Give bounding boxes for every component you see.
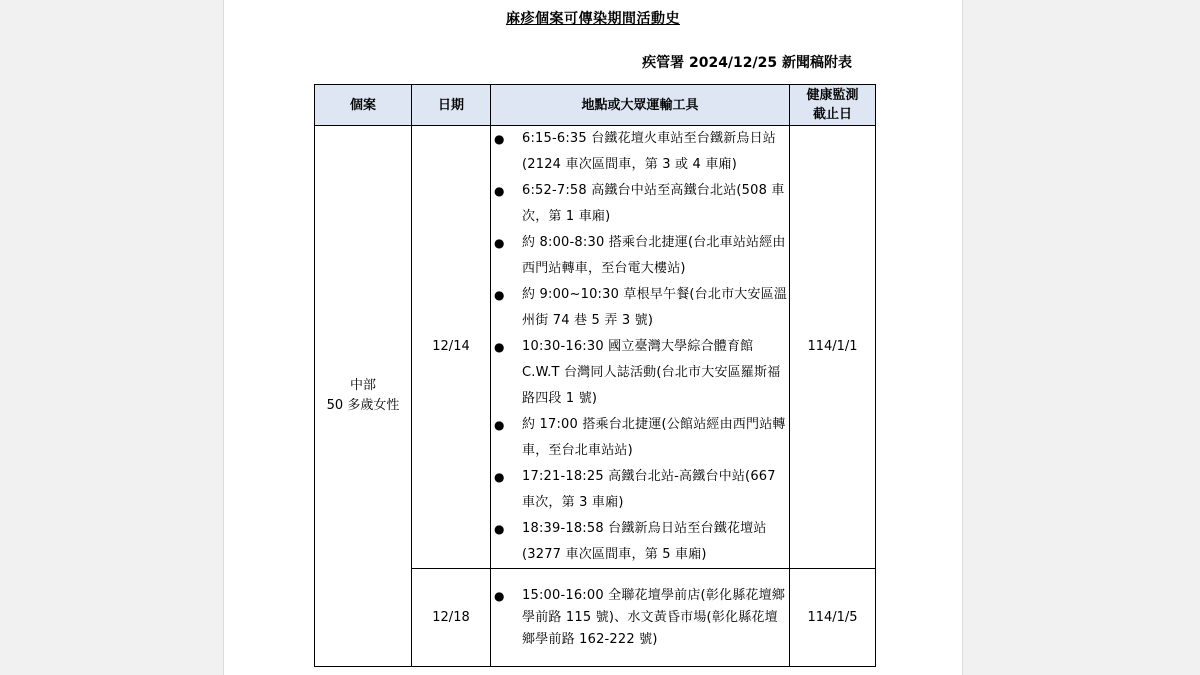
document-page [223, 0, 963, 675]
bullet-icon: ● [494, 184, 505, 198]
header-case: 個案 [315, 85, 412, 126]
case-region: 中部 [349, 378, 376, 393]
header-date: 日期 [412, 85, 491, 126]
list-item: ● 約 9:00~10:30 草根早午餐(台北市大安區溫州街 74 巷 5 弄 3 號) [491, 282, 789, 334]
document-title: 麻疹個案可傳染期間活動史 [506, 11, 680, 27]
location-cell [491, 569, 790, 667]
bullet-icon: ● [494, 588, 505, 603]
list-item: ● 約 17:00 搭乘台北捷運(公館站經由西門站轉車，至台北車站站) [491, 412, 789, 464]
list-item: ● 約 8:00-8:30 搭乘台北捷運(台北車站站經由西門站轉車，至台電大樓站) [491, 230, 789, 282]
case-description: 50 多歲女性 [326, 398, 400, 413]
table-header-row [315, 85, 876, 126]
bullet-icon: ● [494, 132, 505, 146]
activity-table [314, 84, 876, 667]
bullet-icon: ● [494, 522, 505, 536]
document-source: 疾管署 2024/12/25 新聞稿附表 [642, 55, 852, 71]
list-item: ● 10:30-16:30 國立臺灣大學綜合體育館 C.W.T 台灣同人誌活動(台北市大安區羅斯福路四段 1 號) [491, 334, 789, 412]
header-location: 地點或大眾運輸工具 [491, 85, 790, 126]
list-item: ● 15:00-16:00 全聯花壇學前店(彰化縣花壇鄉學前路 115 號)、水文黃昏市場(彰化縣花壇鄉學前路 162-222 號) [491, 585, 789, 651]
row-monitor-end: 114/1/1 [790, 126, 876, 569]
header-monitor-line1: 健康監測 [806, 88, 859, 103]
list-item: ● 6:52-7:58 高鐵台中站至高鐵台北站(508 車次，第 1 車廂) [491, 178, 789, 230]
bullet-icon: ● [494, 340, 505, 354]
list-item: ● 6:15-6:35 台鐵花壇火車站至台鐵新烏日站(2124 車次區間車，第 3 或 4 車廂) [491, 126, 789, 178]
bullet-icon: ● [494, 470, 505, 484]
list-item: ● 17:21-18:25 高鐵台北站-高鐵台中站(667 車次，第 3 車廂) [491, 464, 789, 516]
table-row [315, 126, 876, 569]
bullet-icon: ● [494, 236, 505, 250]
header-monitor-line2: 截止日 [812, 107, 852, 122]
location-list [491, 585, 789, 651]
list-item: ● 18:39-18:58 台鐵新烏日站至台鐵花壇站(3277 車次區間車，第 5 車廂) [491, 516, 789, 568]
row-date: 12/14 [412, 126, 491, 569]
row-monitor-end: 114/1/5 [790, 569, 876, 667]
location-list [491, 126, 789, 568]
bullet-icon: ● [494, 288, 505, 302]
header-monitor-end [790, 85, 876, 126]
bullet-icon: ● [494, 418, 505, 432]
row-date: 12/18 [412, 569, 491, 667]
case-cell [315, 126, 412, 667]
location-cell [491, 126, 790, 569]
